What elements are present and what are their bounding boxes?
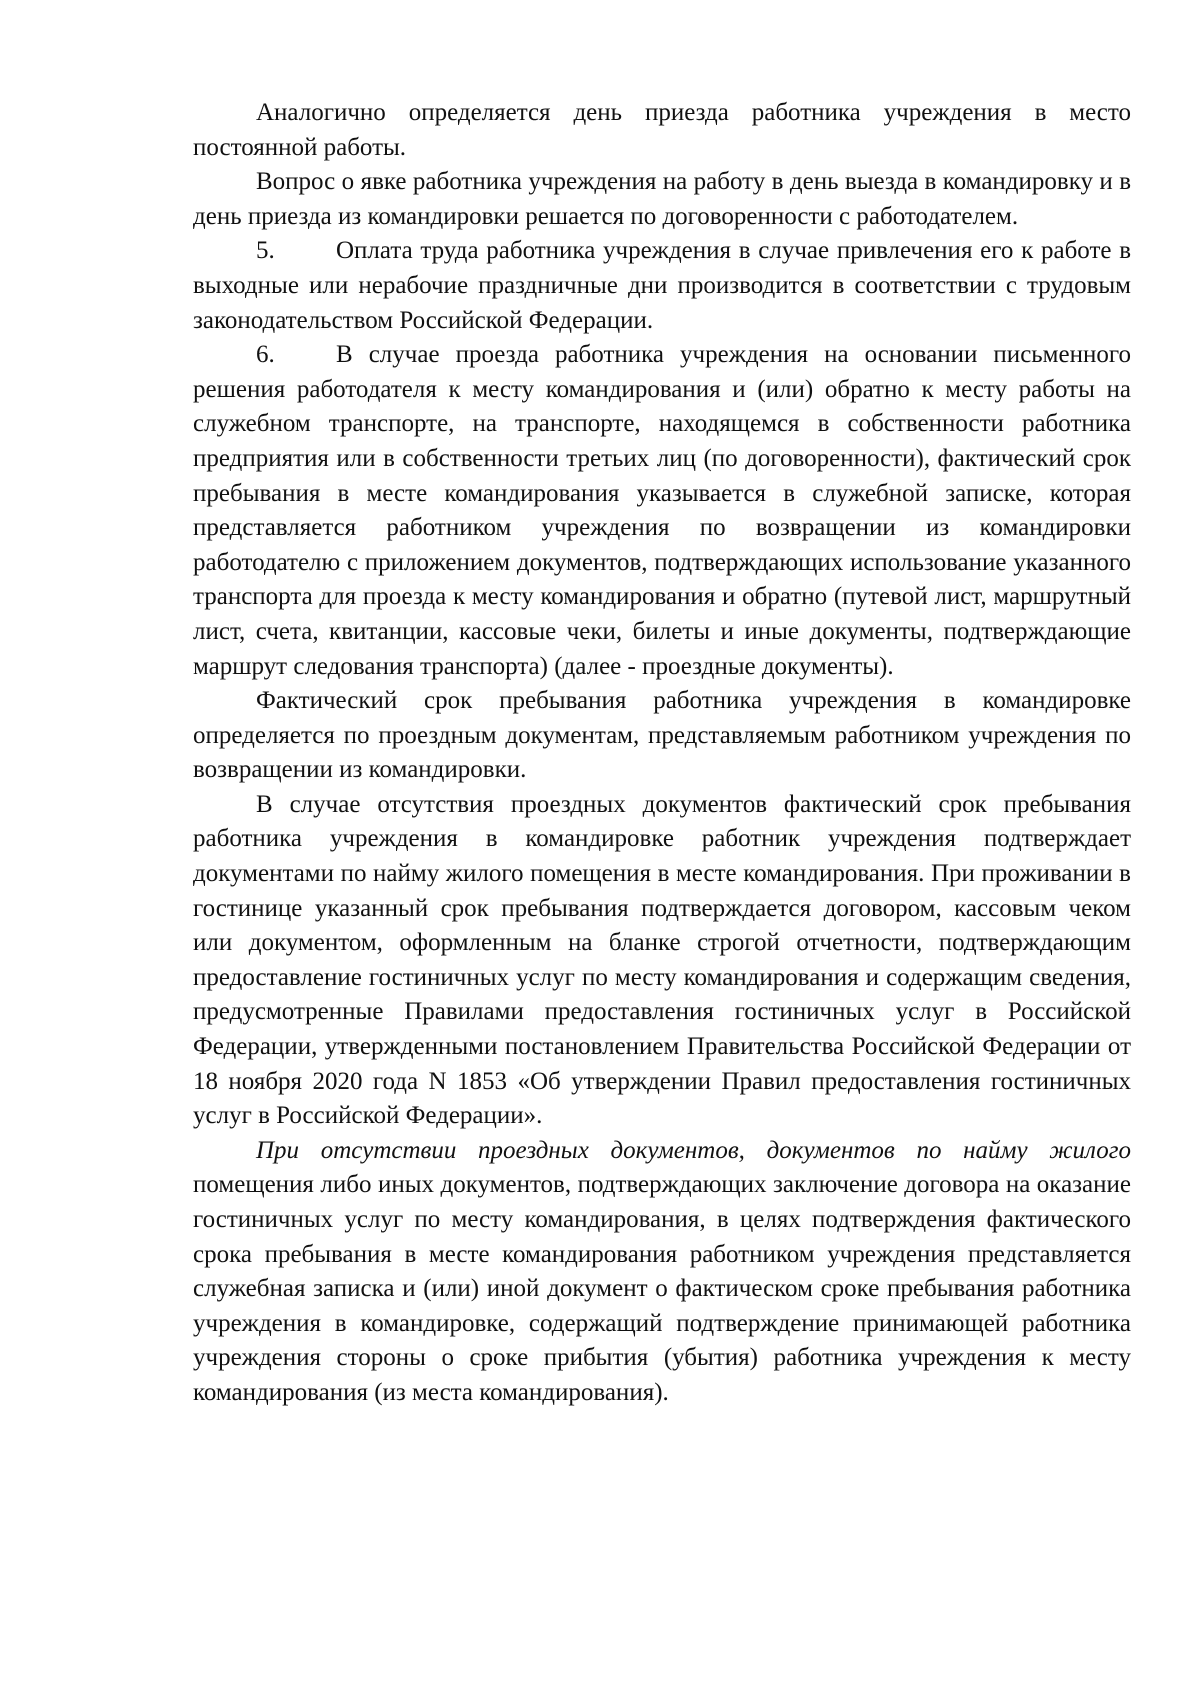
paragraph-text: В случае отсутствия проездных документов фактический срок пребывания работника учреждения в командировке работник учреждения подтверждает документами по найму жилого помещения в месте командирования. При проживании в гостинице указанный срок пребывания подтверждается договором, кассовым чеком или документом, оформленным на бланке строгой отчетности, подтверждающим предоставление гостиничных услуг по месту командирования и содержащим сведения, предусмотренные Правилами предоставления гостиничных услуг в Российской Федерации, утвержденными постановлением Правительства Российской Федерации от 18 ноября 2020 года N 1853 «Об утверждении Правил предоставления гостиничных услуг в Российской Федерации».	[193, 790, 1131, 1130]
item-number: 5.	[256, 237, 275, 265]
paragraph-service-note	[193, 1134, 1131, 1411]
paragraph-text-italic: При отсутствии проездных документов, документов по найму жилого	[256, 1136, 1131, 1164]
paragraph-text: Вопрос о явке работника учреждения на работу в день выезда в командировку и в день приезда из командировки решается по договоренности с работодателем.	[193, 168, 1131, 230]
paragraph-text: Аналогично определяется день приезда работника учреждения в место постоянной работы.	[193, 99, 1131, 161]
paragraph-no-travel-docs	[193, 788, 1131, 1134]
document-body	[193, 96, 1131, 1411]
paragraph-text: Фактический срок пребывания работника учреждения в командировке определяется по проездным документам, представляемым работником учреждения по возвращении из командировки.	[193, 687, 1131, 784]
paragraph-item-5	[193, 234, 1131, 338]
paragraph-text: помещения либо иных документов, подтверждающих заключение договора на оказание гостиничных услуг по месту командирования, в целях подтверждения фактического срока пребывания в месте командирования работником учреждения представляется служебная записка и (или) иной документ о фактическом сроке пребывания работника учреждения в командировке, содержащий подтверждение принимающей работника учреждения стороны о сроке прибытия (убытия) работника учреждения к месту командирования (из места командирования).	[193, 1171, 1131, 1406]
paragraph-item-6	[193, 338, 1131, 684]
paragraph-text: В случае проезда работника учреждения на основании письменного решения работодателя к месту командирования и (или) обратно к месту работы на служебном транспорте, на транспорте, находящемся в собственности работника предприятия или в собственности третьих лиц (по договоренности), фактический срок пребывания в месте командирования указывается в служебной записке, которая представляется работником учреждения по возвращении из командировки работодателю с приложением документов, подтверждающих использование указанного транспорта для проезда к месту командирования и обратно (путевой лист, маршрутный лист, счета, квитанции, кассовые чеки, билеты и иные документы, подтверждающие маршрут следования транспорта) (далее - проездные документы).	[193, 341, 1131, 680]
paragraph-actual-term	[193, 684, 1131, 788]
item-number: 6.	[256, 341, 275, 369]
paragraph-attendance	[193, 165, 1131, 234]
paragraph-text: Оплата труда работника учреждения в случае привлечения его к работе в выходные или нерабочие праздничные дни производится в соответствии с трудовым законодательством Российской Федерации.	[193, 237, 1131, 334]
paragraph-arrival-day	[193, 96, 1131, 165]
